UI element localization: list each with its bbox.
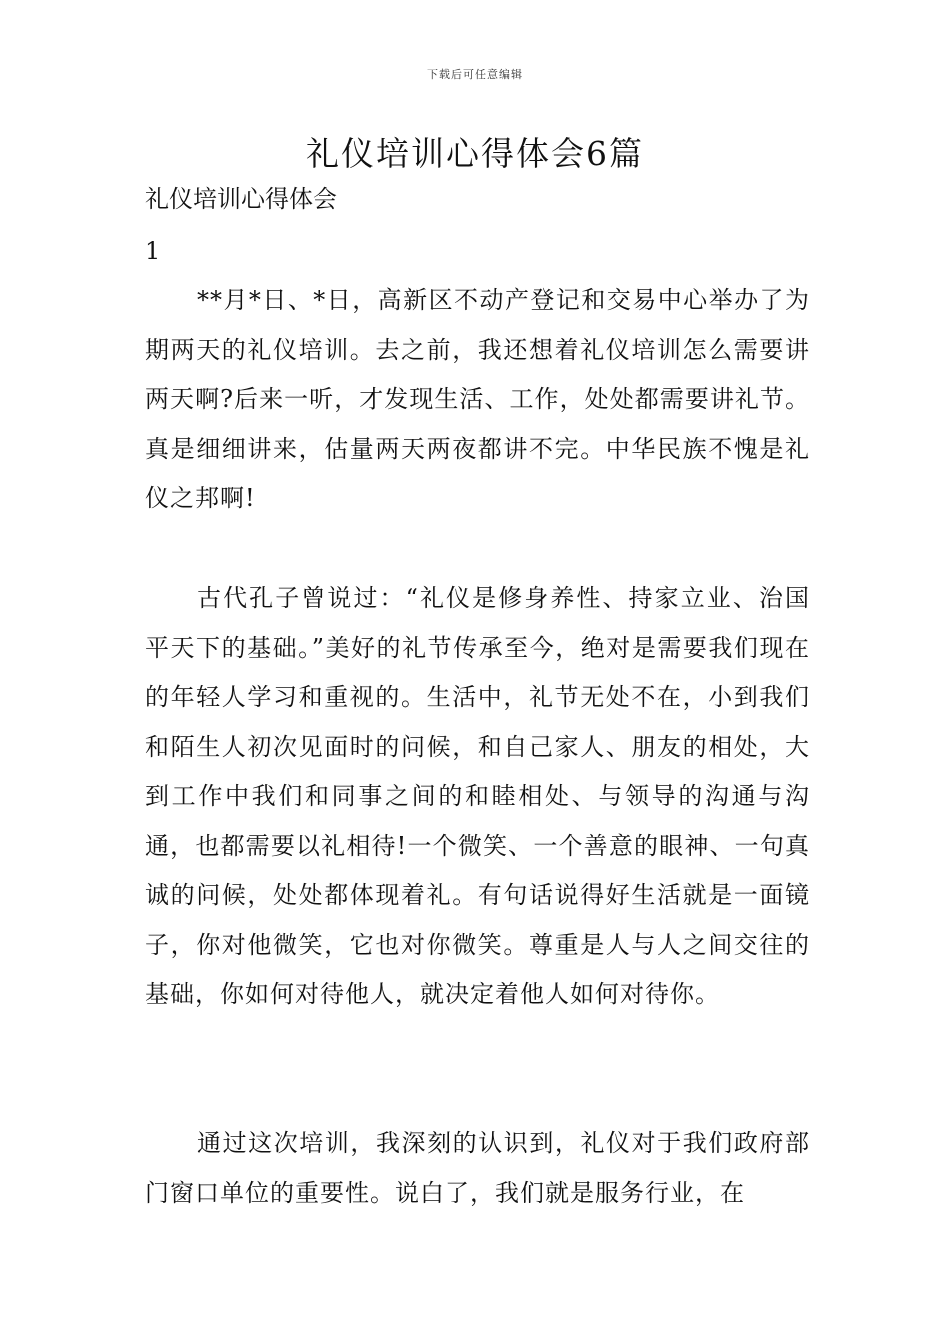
header-note: 下载后可任意编辑 [427, 68, 523, 81]
document-subtitle: 礼仪培训心得体会 [145, 185, 337, 213]
document-title: 礼仪培训心得体会6篇 [306, 134, 644, 173]
section-number: 1 [145, 237, 161, 265]
paragraph: 古代孔子曾说过：“礼仪是修身养性、持家立业、治国平天下的基础。”美好的礼节传承至今，绝对是需要我们现在的年轻人学习和重视的。生活中，礼节无处不在，小到我们和陌生人初次见面时的问候，和自己家人、朋友的相处，大到工作中我们和同事之间的和睦相处、与领导的沟通与沟通，也都需要以礼相待!一个微笑、一个善意的眼神、一句真诚的问候，处处都体现着礼。有句话说得好生活就是一面镜子，你对他微笑，它也对你微笑。尊重是人与人之间交往的基础，你如何对待他人，就决定着他人如何对待你。 [145, 584, 810, 1008]
paragraph: 通过这次培训，我深刻的认识到，礼仪对于我们政府部门窗口单位的重要性。说白了，我们就是服务行业，在 [145, 1129, 810, 1207]
paragraph: **月*日、*日，高新区不动产登记和交易中心举办了为期两天的礼仪培训。去之前，我还想着礼仪培训怎么需要讲两天啊?后来一听，才发现生活、工作，处处都需要讲礼节。真是细细讲来，估量两天两夜都讲不完。中华民族不愧是礼仪之邦啊! [145, 286, 810, 512]
